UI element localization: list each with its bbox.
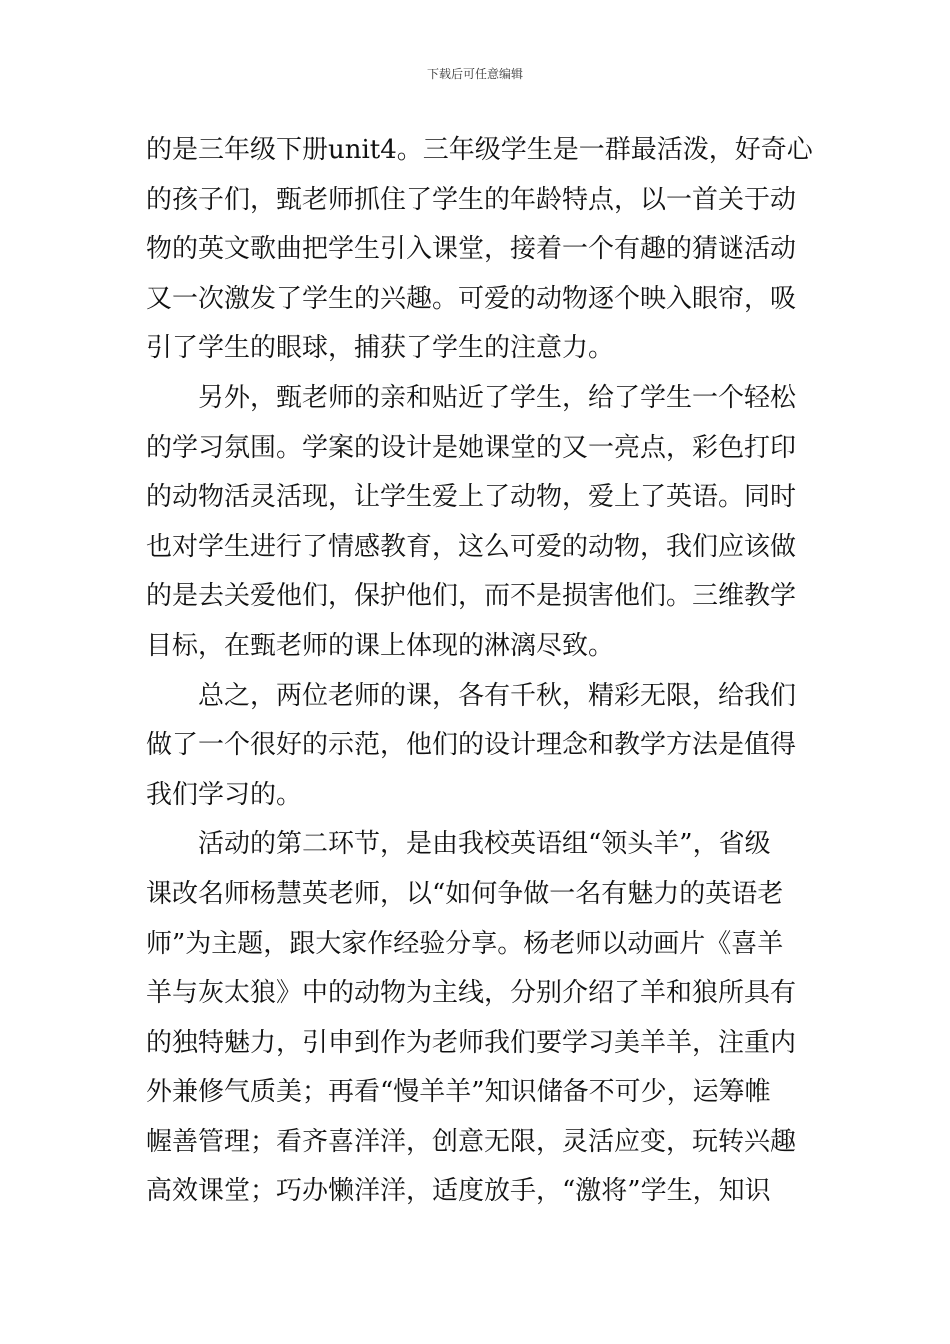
document-body — [146, 126, 813, 1217]
text-line: 也对学生进行了情感教育，这么可爱的动物，我们应该做 — [146, 531, 797, 562]
text-line: 的动物活灵活现，让学生爱上了动物，爱上了英语。同时 — [146, 482, 797, 513]
text-line: 我们学习的。 — [146, 779, 303, 810]
page-header: 下载后可任意编辑 — [426, 67, 523, 81]
text-line: 羊与灰太狼》中的动物为主线，分别介绍了羊和狼所具有 — [146, 978, 797, 1009]
text-line: 的孩子们，甄老师抓住了学生的年龄特点，以一首关于动 — [146, 184, 797, 215]
text-line: 的独特魅力，引申到作为老师我们要学习美羊羊，注重内 — [146, 1027, 797, 1058]
text-line: 课改名师杨慧英老师，以“如何争做一名有魅力的英语老 — [146, 878, 784, 909]
text-line: 引了学生的眼球，捕获了学生的注意力。 — [146, 333, 615, 364]
text-line: 的学习氛围。学案的设计是她课堂的又一亮点，彩色打印 — [146, 432, 797, 463]
text-line: 总之，两位老师的课，各有千秋，精彩无限，给我们 — [146, 680, 797, 711]
text-line: 的是三年级下册unit4。三年级学生是一群最活泼，好奇心 — [146, 135, 813, 165]
text-line: 又一次激发了学生的兴趣。可爱的动物逐个映入眼帘，吸 — [146, 283, 797, 314]
text-line: 幄善管理；看齐喜洋洋，创意无限，灵活应变，玩转兴趣 — [146, 1126, 797, 1157]
text-line: 另外，甄老师的亲和贴近了学生，给了学生一个轻松 — [146, 382, 797, 413]
text-line: 目标，在甄老师的课上体现的淋漓尽致。 — [146, 630, 615, 661]
text-line: 活动的第二环节，是由我校英语组“领头羊”，省级 — [146, 829, 771, 860]
text-line: 高效课堂；巧办懒洋洋，适度放手，“激将”学生，知识 — [146, 1176, 771, 1207]
text-line: 做了一个很好的示范，他们的设计理念和教学方法是值得 — [146, 730, 797, 761]
text-line: 师”为主题，跟大家作经验分享。杨老师以动画片《喜羊 — [146, 928, 784, 959]
text-line: 物的英文歌曲把学生引入课堂，接着一个有趣的猜谜活动 — [146, 234, 797, 265]
text-line: 的是去关爱他们，保护他们，而不是损害他们。三维教学 — [146, 581, 797, 612]
text-line: 外兼修气质美；再看“慢羊羊”知识储备不可少，运筹帷 — [146, 1077, 771, 1108]
